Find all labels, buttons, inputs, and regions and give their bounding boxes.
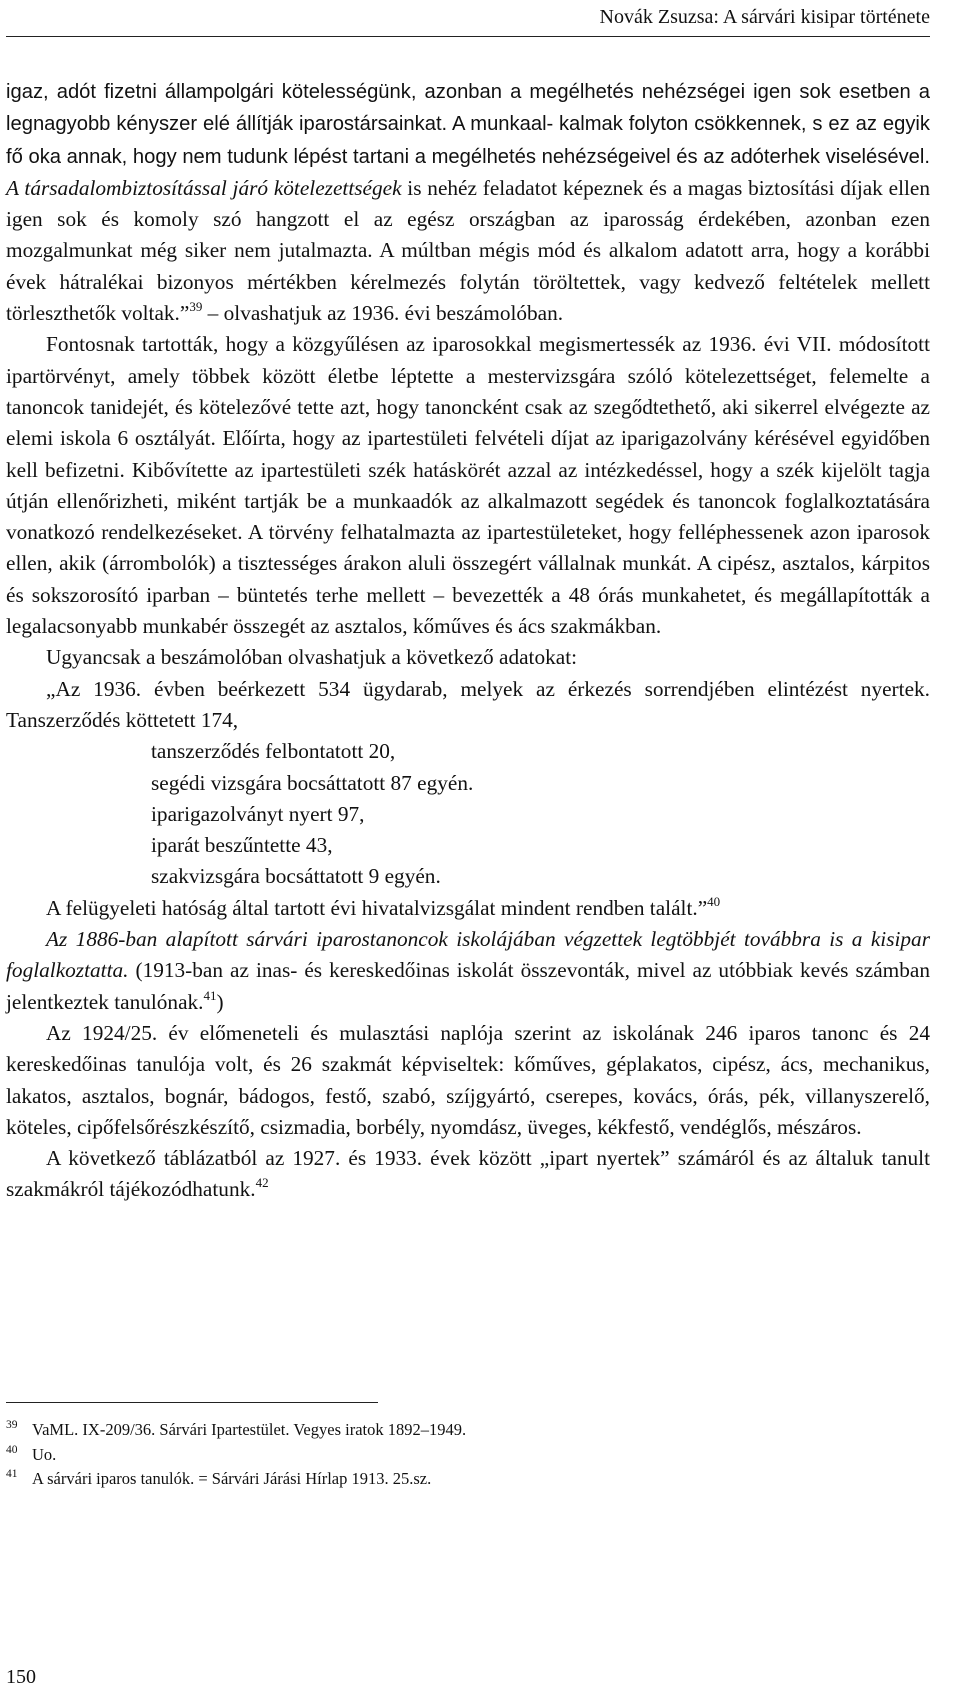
footnote-ref-42[interactable]: 42	[255, 1175, 269, 1191]
paragraph-8	[6, 1143, 930, 1206]
footnote-ref-39[interactable]: 39	[189, 299, 203, 315]
list-item: iparát beszűntette 43,	[151, 833, 333, 858]
list-item: szakvizsgára bocsáttatott 9 egyén.	[151, 864, 441, 889]
footnote-40: 40 Uo.	[6, 1443, 57, 1464]
paragraph-1-part-a: igaz, adót fizetni állampolgári kötelességünk, azonban a megélhetés nehézségei igen sok esetben a legnagyobb kényszer elé állítják iparostársainkat. A munkaal-	[6, 81, 930, 136]
footnote-text: A sárvári iparos tanulók. = Sárvári Járási Hírlap 1913. 25.sz.	[32, 1469, 432, 1488]
footnote-ref-40[interactable]: 40	[707, 893, 721, 909]
footnote-41: 41 A sárvári iparos tanulók. = Sárvári Járási Hírlap 1913. 25.sz.	[6, 1468, 432, 1488]
page-number: 150	[6, 1666, 36, 1688]
footnote-39: 39 VaML. IX-209/36. Sárvári Ipartestület. Vegyes iratok 1892–1949.	[6, 1419, 467, 1439]
paragraph-1-italic-phrase: A társadalombiztosítással járó kötelezettségek	[6, 175, 402, 200]
paragraph-3: Ugyancsak a beszámolóban olvashatjuk a következő adatokat:	[46, 645, 578, 670]
running-header: Novák Zsuzsa: A sárvári kisipar története	[599, 6, 930, 28]
paragraph-6-text: (1913-ban az inas- és kereskedőinas iskolát összevonták, mivel az utóbbiak kevés számban jelentkeztek tanulónak.	[6, 958, 930, 1014]
paragraph-5	[6, 893, 930, 924]
paragraph-8-text: A következő táblázatból az 1927. és 1933. évek között „ipart nyertek” számáról és az általuk tanult szakmákról tájékozódhatunk.	[6, 1146, 930, 1202]
article-body	[6, 76, 930, 1206]
footnotes	[6, 1418, 930, 1492]
footnote-text: VaML. IX-209/36. Sárvári Ipartestület. Vegyes iratok 1892–1949.	[32, 1420, 467, 1439]
paragraph-1-part-d: is nehéz feladatot képeznek és a magas biztosítási díjak ellen igen sok és komoly szó hangzott el az egész országban az iparosság érdekében, azonban ezen mozgalmunkat még siker nem jutalmazta. A múltban mégis mód és alkalom adatott arra, hogy a korábbi évek hátralékai bizonyos mértékben kérelmezés folytán töröltettek, vagy kedvező feltételek mellett törleszthetők voltak.”	[6, 175, 930, 326]
footnote-divider	[6, 1402, 378, 1403]
paragraph-5-text: A felügyeleti hatóság által tartott évi hivatalvizsgálat mindent rendben talált.”	[46, 895, 708, 920]
paragraph-2: Fontosnak tartották, hogy a közgyűlésen az iparosokkal megismertessék az 1936. évi VII. módosított ipartörvényt, amely többek között életbe léptette a mestervizsgára szóló kötelezettséget, felemelte a tanoncok tanidejét, és kötelezővé tette azt, hogy tanoncként csak az szegődtethető, aki sikerrel elvégezte az elemi iskola 6 osztályát. Előírta, hogy az ipartestületi felvételi díjat az iparigazolvány kérésével egyidőben kell befizetni. Kibővítette az ipartestületi szék hatáskörét azzal az intézkedéssel, hogy a szék kijelölt tagja útján ellenőrizheti, miként tartják be a munkaadók az alkalmazott segédek és tanoncok foglalkoztatására vonatkozó rendelkezéseket. A törvény felhatalmazta az ipartestületeket, hogy felléphessenek azon iparosok ellen, akik (árrombolók) a tisztességes árakon aluli összegért vállalnak munkát. A cipész, asztalos, kárpitos és sokszorosító iparban – büntetés terhe mellett – bevezették a 48 órás munkahetet, és megállapították a legalacsonyabb munkabér összegét az asztalos, kőműves és ács szakmákban.	[6, 332, 930, 639]
list-item: iparigazolványt nyert 97,	[151, 801, 365, 826]
paragraph-1	[6, 76, 930, 329]
list-item: segédi vizsgára bocsáttatott 87 egyén.	[151, 770, 474, 795]
paragraph-1-part-e: – olvashatjuk az 1936. évi beszámolóban.	[202, 301, 564, 326]
paragraph-1-part-b: kalmak folyton csökkennek, s ez az egyik fő oka annak, hogy nem tudunk lépést tartani a megélhetés nehézségeivel és az adóterhek viselésével.	[6, 113, 930, 168]
footnote-ref-41[interactable]: 41	[203, 987, 217, 1003]
list-item: tanszerződés felbontatott 20,	[151, 739, 396, 764]
paragraph-7: Az 1924/25. év előmeneteli és mulasztási naplója szerint az iskolának 246 iparos tanonc és 24 kereskedőinas tanulója volt, és 26 szakmát képviseltek: kőműves, géplakatos, cipész, ács, mechanikus, lakatos, asztalos, bognár, bádogos, festő, szabó, szíjgyártó, cserepes, kovács, órás, pék, villanyszerelő, köteles, cipőfelsőrészkészítő, csizmadia, borbély, nyomdász, üveges, kékfestő, vendéglős, mészáros.	[6, 1020, 930, 1139]
quote-paragraph: „Az 1936. évben beérkezett 534 ügydarab, melyek az érkezés sorrendjében elintézést nyertek. Tanszerződés köttetett 174,	[6, 676, 930, 732]
header-divider	[6, 36, 930, 37]
paragraph-6-italic: Az 1886-ban alapított sárvári iparostanoncok iskolájában végzettek legtöbbjét továbbra is a kisipar foglalkoztatta.	[6, 927, 930, 983]
paragraph-6	[6, 924, 930, 1018]
paragraph-6-end: )	[216, 989, 224, 1014]
footnote-text: Uo.	[32, 1444, 57, 1464]
statistics-list	[6, 736, 930, 892]
